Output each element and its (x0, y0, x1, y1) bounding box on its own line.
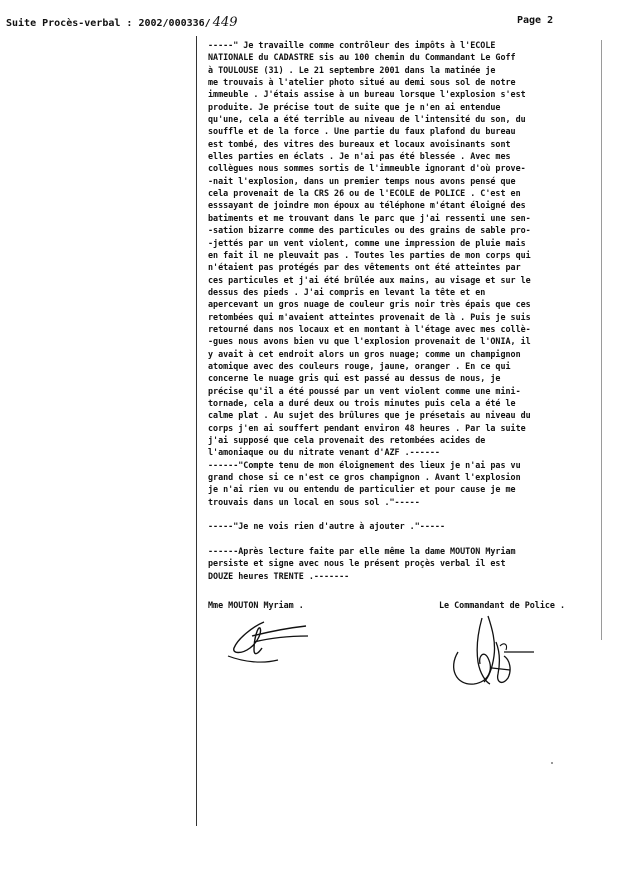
statement-line: qu'une, cela a été terrible au niveau de l'intensité du son, du (208, 114, 526, 125)
statement-line: trouvais dans un local en sous sol ."----- (208, 496, 420, 507)
handwritten-page-number: 449 (212, 15, 238, 30)
statement-line: l'amoniaque ou du nitrate venant d'AZF .------ (208, 447, 440, 458)
witness-signature (224, 614, 320, 666)
statement-line: calme plat . Au sujet des brûlures que je présetais au niveau du (208, 410, 531, 421)
statement-line: ------"Compte tenu de mon éloignement des lieux je n'ai pas vu (208, 459, 521, 470)
statement-line: apercevant un gros nuage de couleur gris noir très épais que ces (208, 299, 531, 310)
statement-line: dessus des pieds . J'ai compris en levant la tête et en (208, 286, 486, 297)
statement-line: -sation bizarre comme des particules ou des grains de sable pro- (208, 225, 531, 236)
statement-line: retombées qui m'avaient atteintes provenait de là . Puis je suis (208, 311, 531, 322)
statement-line: corps j'en ai souffert pendant environ 48 heures . Par la suite (208, 422, 526, 433)
officer-title-label: Le Commandant de Police . (439, 600, 566, 610)
officer-signature (438, 612, 548, 694)
statement-line: grand chose si ce n'est ce gros champignon . Avant l'explosion (208, 472, 521, 483)
statement-line: à TOULOUSE (31) . Le 21 septembre 2001 dans la matinée je (208, 64, 496, 75)
statement-line: j'ai supposé que cela provenait des retombées acides de (208, 435, 486, 445)
statement-line: -gues nous avons bien vu que l'explosion provenait de l'ONIA, il (208, 336, 531, 347)
statement-line: NATIONALE du CADASTRE sis au 100 chemin du Commandant Le Goff (208, 52, 516, 63)
statement-line: batiments et me trouvant dans le parc que j'ai ressenti une sen- (208, 212, 531, 223)
statement-line: est tombé, des vitres des bureaux et locaux avoisinants sont (208, 138, 511, 149)
statement-body (208, 39, 604, 582)
statement-line: -nait l'explosion, dans un premier temps nous avons pensé que (208, 175, 516, 186)
page-number: Page 2 (517, 15, 554, 26)
statement-line: ------Après lecture faite par elle même la dame MOUTON Myriam (208, 546, 516, 556)
statement-line: atomique avec des couleurs rouge, jaune, oranger . En ce qui (208, 360, 511, 371)
statement-line: cela provenait de la CRS 26 ou de l'ECOLE de POLICE . C'est en (208, 188, 521, 199)
statement-line: y avait à cet endroit alors un gros nuage; comme un champignon (208, 348, 521, 359)
statement-line: elles parties en éclats . Je n'ai pas été blessée . Avec mes (208, 151, 511, 162)
left-margin-rule (196, 36, 197, 826)
statement-line: en fait il ne pleuvait pas . Toutes les parties de mon corps qui (208, 249, 531, 260)
statement-line: produite. Je précise tout de suite que je n'en ai entendue (208, 101, 501, 112)
statement-line (208, 508, 604, 520)
statement-line: -----" Je travaille comme contrôleur des impôts à l'ECOLE (208, 40, 496, 50)
statement-line: ces particules et j'ai été brûlée aux mains, au visage et sur le (208, 274, 531, 285)
statement-line: collègues nous sommes sortis de l'immeuble ignorant d'où prove- (208, 163, 526, 174)
ink-speck (551, 762, 553, 764)
statement-line: -jettés par un vent violent, comme une impression de pluie mais (208, 237, 526, 248)
statement-line: retourné dans nos locaux et en montant à l'étage avec mes collè- (208, 323, 531, 334)
statement-line: n'étaient pas protégés par des vêtements ont été atteintes par (208, 262, 521, 273)
statement-line: -----"Je ne vois rien d'autre à ajouter ."----- (208, 521, 445, 532)
statement-line: me trouvais à l'atelier photo situé au demi sous sol de notre (208, 77, 516, 88)
witness-name-label: Mme MOUTON Myriam . (208, 600, 304, 610)
statement-line: souffle et de la force . Une partie du faux plafond du bureau (208, 126, 516, 137)
statement-line: tornade, cela a duré deux ou trois minutes puis cela a été le (208, 397, 516, 408)
statement-line: DOUZE heures TRENTE .------- (208, 570, 350, 581)
statement-line: persiste et signe avec nous le présent proçès verbal il est (208, 558, 506, 569)
statement-line: esssayant de joindre mon époux au téléphone m'étant éloigné des (208, 200, 526, 211)
header-reference: Suite Procès-verbal : 2002/000336/ (6, 18, 211, 29)
statement-line: immeuble . J'étais assise à un bureau lorsque l'explosion s'est (208, 89, 526, 100)
header-title (6, 15, 238, 30)
statement-line (208, 533, 604, 545)
statement-line: précise qu'il a été poussé par un vent violent comme une mini- (208, 385, 521, 396)
statement-line: concerne le nuage gris qui est passé au dessus de nous, je (208, 373, 501, 384)
statement-line: je n'ai rien vu ou entendu de particulier et pour cause je me (208, 484, 516, 495)
